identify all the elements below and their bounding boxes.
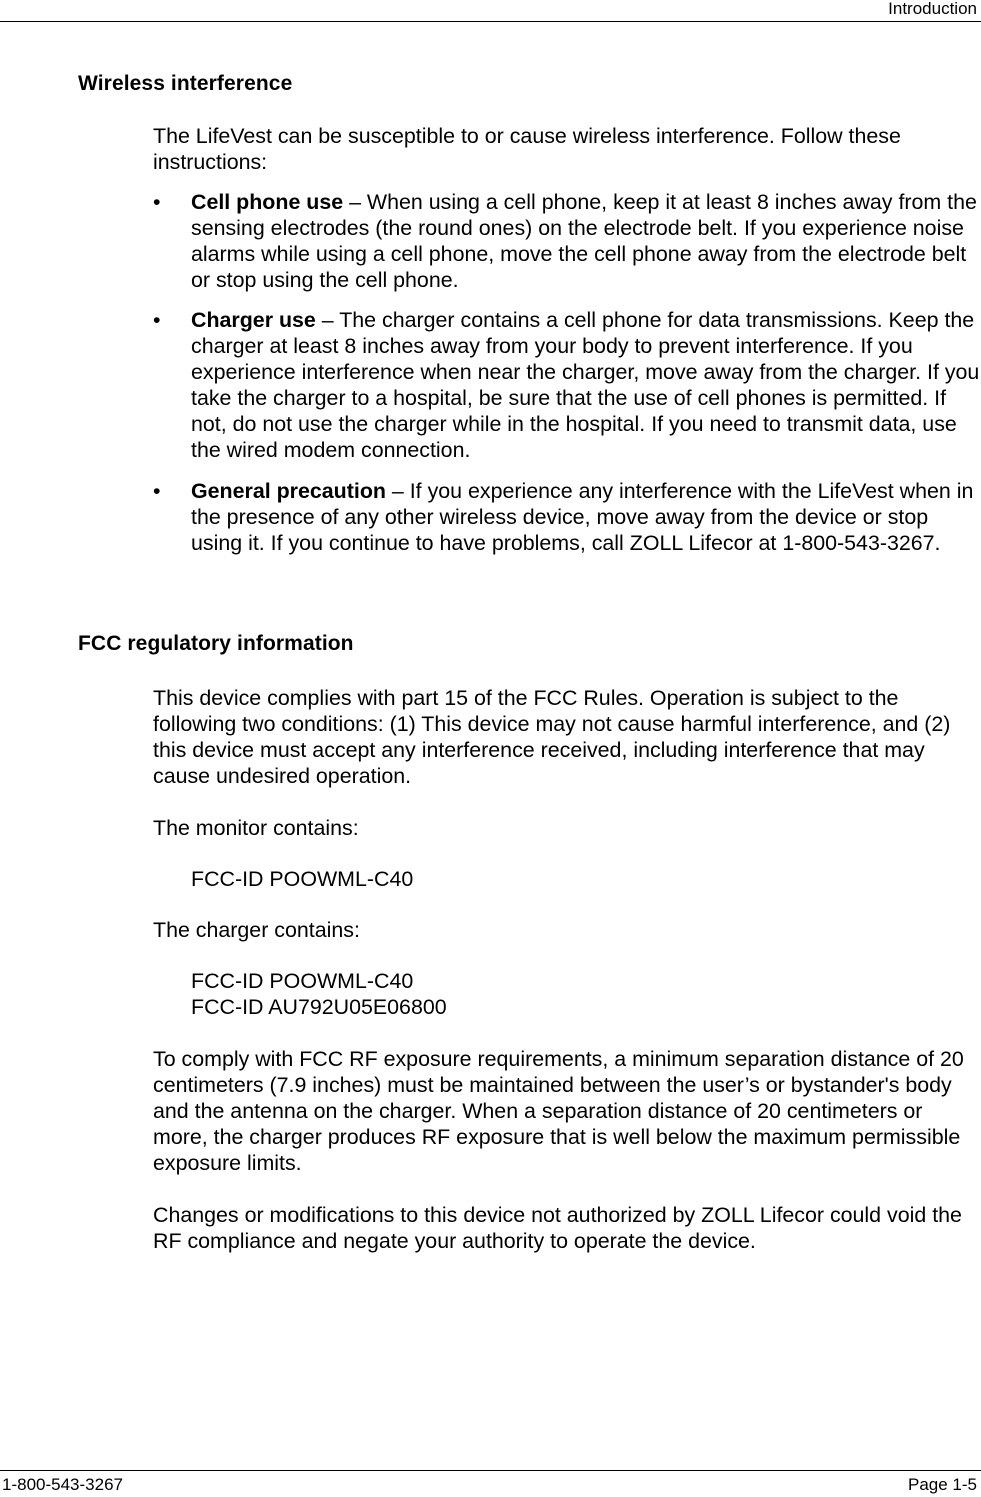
charger-contains-label: The charger contains:: [153, 918, 360, 942]
bullet-icon: •: [153, 308, 161, 332]
bullet-text: – When using a cell phone, keep it at least 8 inches away from the sensing electrodes (the round ones) on the electrode belt. If you experience noise alarms while using a cell phone, move the cell phone away from the electrode belt or stop using the cell phone.: [191, 190, 977, 292]
bullet-term: Cell phone use: [191, 190, 344, 214]
footer-page-number: Page 1-5: [908, 1475, 977, 1494]
bullet-text: – If you experience any interference with the LifeVest when in the presence of any other wireless device, move away from the device or stop using it. If you continue to have problems, call ZOLL Lifecor at 1-800-543-3267.: [191, 479, 974, 555]
fcc-paragraph-3: Changes or modifications to this device not authorized by ZOLL Lifecor could void the RF compliance and negate your authority to operate the device.: [153, 1203, 962, 1253]
wireless-intro: The LifeVest can be susceptible to or cause wireless interference. Follow these instructions:: [153, 124, 901, 174]
bullet-term: General precaution: [191, 479, 386, 503]
heading-wireless-interference: Wireless interference: [78, 72, 293, 95]
footer-phone: 1-800-543-3267: [2, 1475, 123, 1494]
monitor-fcc-id: FCC-ID POOWML-C40: [191, 867, 414, 891]
fcc-paragraph-1: This device complies with part 15 of the FCC Rules. Operation is subject to the following two conditions: (1) This device may not cause harmful interference, and (2) this device must accept any interference received, including interference that may cause undesired operation.: [153, 686, 951, 788]
charger-fcc-id-1: FCC-ID POOWML-C40: [191, 969, 414, 993]
page-header: [0, 0, 981, 22]
bullet-term: Charger use: [191, 308, 316, 332]
header-title: Introduction: [888, 0, 977, 18]
page-footer: [0, 1470, 981, 1497]
monitor-contains-label: The monitor contains:: [153, 816, 359, 840]
heading-fcc-regulatory: FCC regulatory information: [78, 632, 354, 655]
bullet-icon: •: [153, 190, 161, 214]
charger-fcc-id-2: FCC-ID AU792U05E06800: [191, 995, 447, 1019]
fcc-paragraph-2: To comply with FCC RF exposure requirements, a minimum separation distance of 20 centimeters (7.9 inches) must be maintained between the user’s or bystander's body and the antenna on the charger. When a separation distance of 20 centimeters or more, the charger produces RF exposure that is well below the maximum permissible exposure limits.: [153, 1047, 964, 1175]
bullet-icon: •: [153, 479, 161, 503]
bullet-text: – The charger contains a cell phone for data transmissions. Keep the charger at least 8 inches away from your body to prevent interference. If you experience interference when near the charger, move away from the charger. If you take the charger to a hospital, be sure that the use of cell phones is permitted. If not, do not use the charger while in the hospital. If you need to transmit data, use the wired modem connection.: [191, 308, 980, 462]
